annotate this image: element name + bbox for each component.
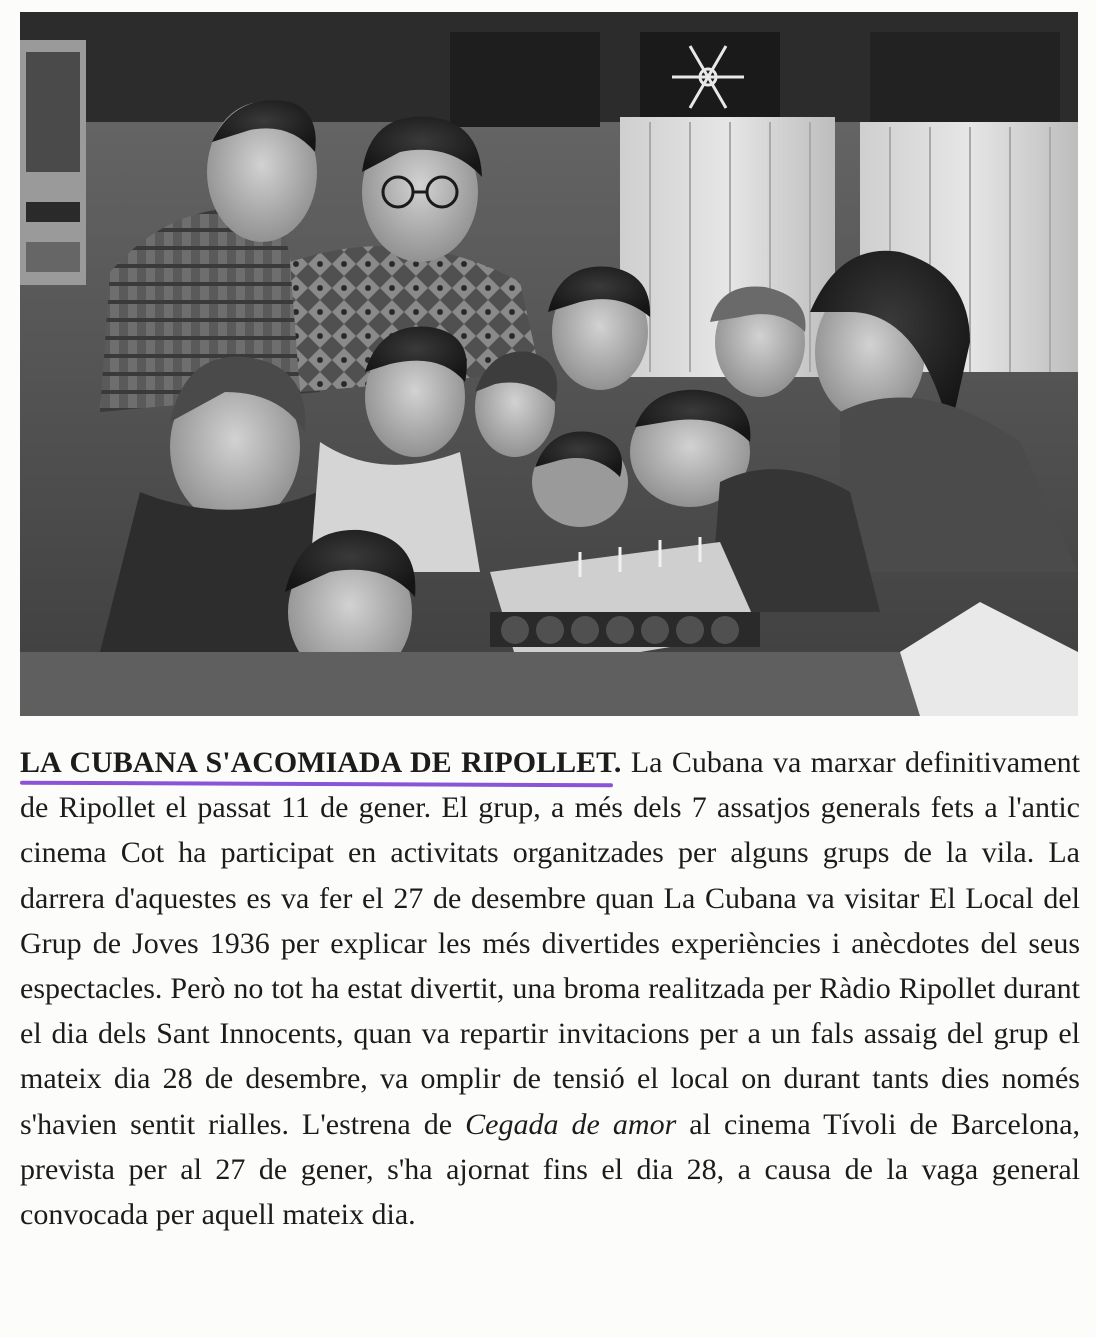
article-body-part2: al cinema Tívoli de Barcelona, prevista per al 27 de gener, s'ha ajornat fins el dia 28, a causa de la vaga general convocada per aquell mateix dia. — [20, 1107, 1081, 1232]
play-title: Cegada de amor — [465, 1107, 677, 1141]
article-body-part1: La Cubana va marxar definitivament de Ripollet el passat 11 de gener. El grup, a més dels 7 assatjos generals fets a l'antic cinema Cot ha participat en activitats organitzades per alguns grups de la vila. La darrera d'aquestes es va fer el 27 de desembre quan La Cubana va visitar El Local del Grup de Joves 1936 per explicar les més divertides experiències i anècdotes del seus espectacles. Però no tot ha estat divertit, una broma realitzada per Ràdio Ripollet durant el dia dels Sant Innocents, quan va repartir invitacions per a un fals assaig del grup el mateix dia 28 de desembre, va omplir de tensió el local on durant tants dies només s'havien sentit rialles. L'estrena de — [20, 746, 1080, 1141]
article-text — [20, 740, 1080, 1237]
article-headline — [20, 746, 621, 779]
group-photograph — [20, 12, 1078, 716]
photo-illustration — [20, 12, 1078, 716]
headline-highlight-marker — [20, 781, 613, 788]
headline-text: LA CUBANA S'ACOMIADA DE RIPOLLET. — [20, 746, 622, 779]
